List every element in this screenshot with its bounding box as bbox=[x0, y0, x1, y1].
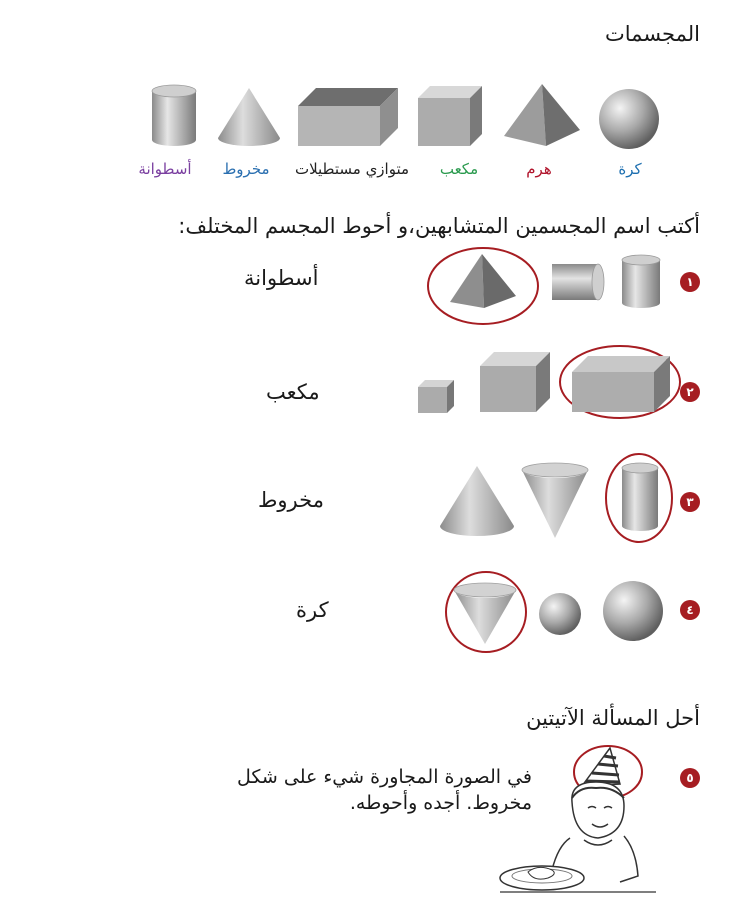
answer-2: مكعب bbox=[266, 380, 320, 404]
solid-label-pyramid: هرم bbox=[526, 160, 552, 178]
problem-line-2: مخروط. أجده وأحوطه. bbox=[349, 792, 532, 814]
page-title: المجسمات bbox=[605, 22, 700, 46]
solid-label-prism: متوازي مستطيلات bbox=[294, 160, 410, 178]
inverted-cone-shape bbox=[452, 582, 518, 646]
answer-1: أسطوانة bbox=[244, 266, 319, 290]
exercise-number-3: ٣ bbox=[680, 492, 700, 512]
solid-label-cone: مخروط bbox=[222, 160, 270, 178]
solid-label-cube: مكعب bbox=[439, 160, 479, 178]
small-sphere-shape bbox=[538, 592, 582, 636]
inverted-cone-shape bbox=[520, 462, 590, 540]
prism-shape bbox=[298, 88, 400, 148]
cube-shape bbox=[480, 352, 552, 414]
problem-text bbox=[172, 764, 532, 816]
answer-4: كرة bbox=[296, 598, 329, 622]
prism-shape bbox=[572, 356, 672, 414]
exercise-number-1: ١ bbox=[680, 272, 700, 292]
exercise-number-5: ٥ bbox=[680, 768, 700, 788]
horizontal-cylinder-shape bbox=[546, 262, 606, 302]
answer-3: مخروط bbox=[258, 488, 324, 512]
cone-shape bbox=[438, 464, 516, 538]
cylinder-shape bbox=[620, 462, 660, 534]
cube-shape bbox=[418, 86, 484, 148]
instruction-text: أكتب اسم المجسمين المتشابهين،و أحوط المجسم المختلف: bbox=[178, 214, 700, 238]
solid-label-cylinder: أسطوانة bbox=[138, 160, 192, 178]
circle-mark bbox=[426, 246, 540, 326]
boy-with-party-hat-illustration bbox=[500, 742, 656, 902]
small-cube-shape bbox=[418, 380, 456, 414]
problem-line-1: في الصورة المجاورة شيء على شكل bbox=[237, 766, 532, 788]
pyramid-shape bbox=[502, 82, 582, 148]
cylinder-shape bbox=[150, 84, 198, 148]
exercise-number-2: ٢ bbox=[680, 382, 700, 402]
cylinder-shape bbox=[620, 254, 662, 310]
party-hat-icon bbox=[582, 748, 620, 786]
problem-heading: أحل المسألة الآتيتين bbox=[526, 706, 700, 730]
solid-label-sphere: كرة bbox=[618, 160, 642, 178]
sphere-shape bbox=[598, 88, 660, 150]
exercise-number-4: ٤ bbox=[680, 600, 700, 620]
cone-shape bbox=[216, 86, 282, 148]
sphere-shape bbox=[602, 580, 664, 642]
